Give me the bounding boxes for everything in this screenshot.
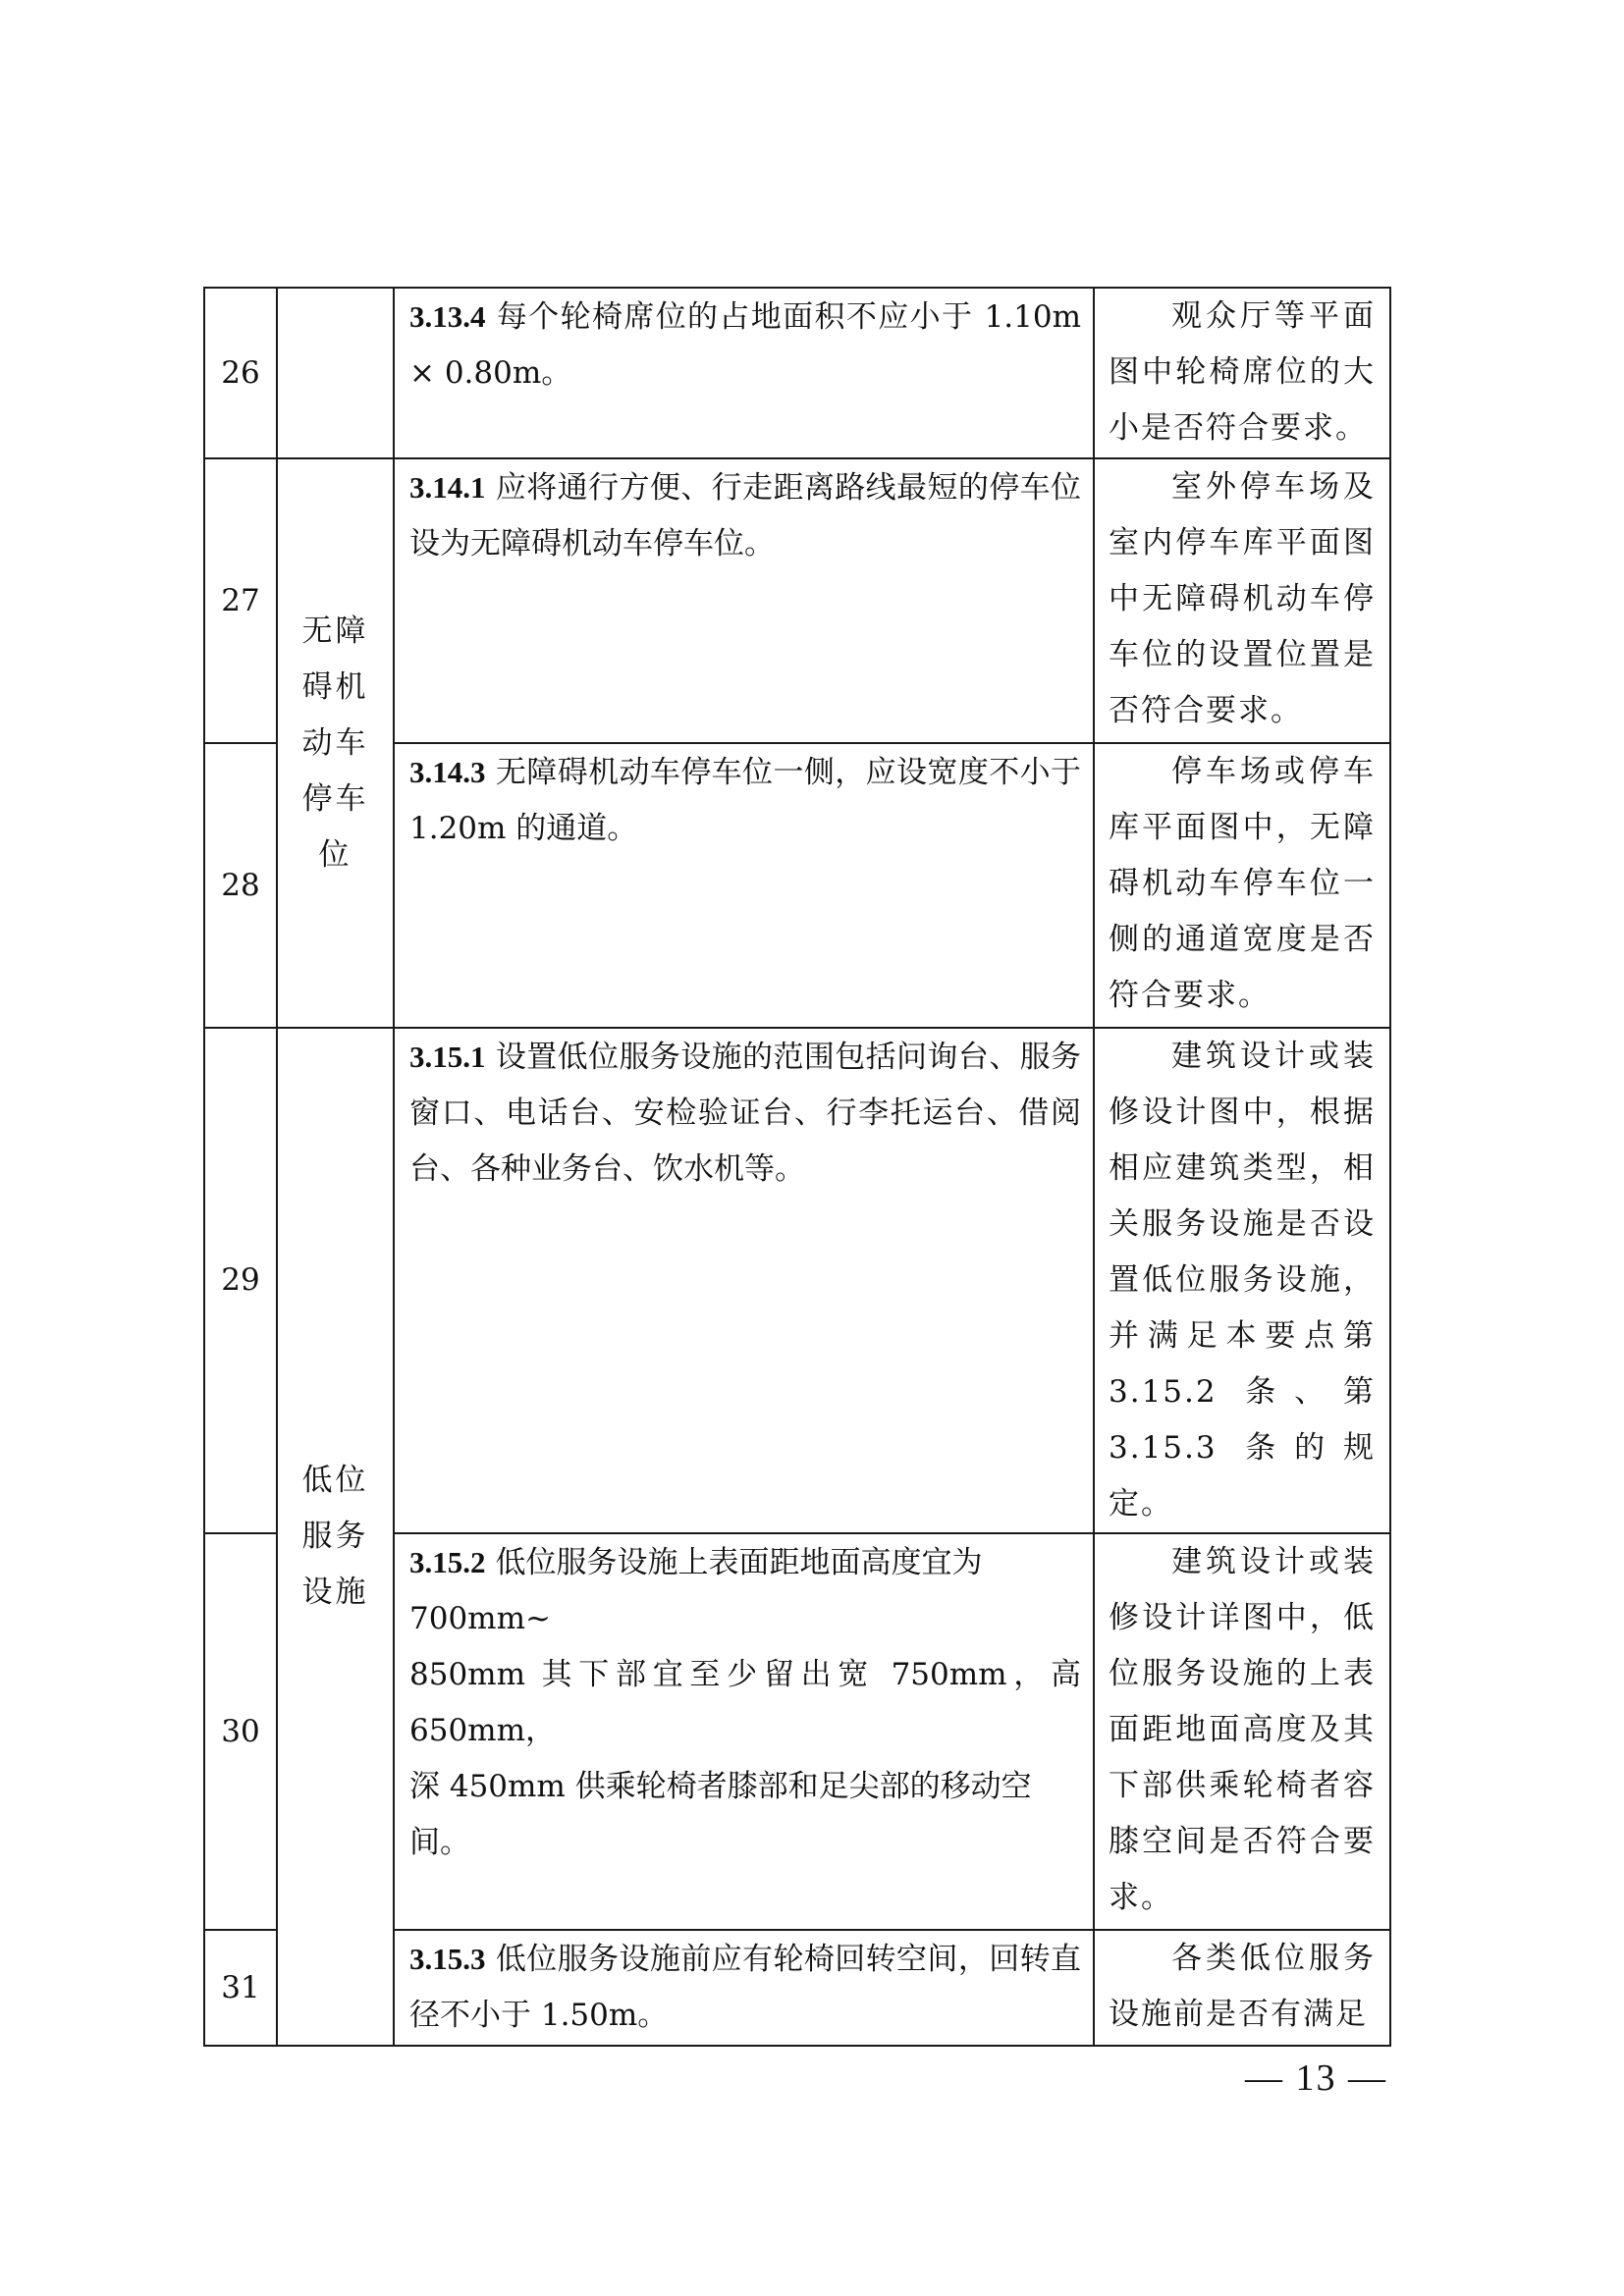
requirement-text: 应将通行方便、行走距离路线最短的停车位设为无障碍机动车停车位。: [409, 470, 1081, 561]
check-text: 建筑设计或装修设计图中，根据相应建筑类型，相关服务设施是否设置低位服务设施，并满足本要点第 3.15.2 条、第 3.15.3 条的规定。: [1109, 1039, 1376, 1522]
check-cell: [1094, 1028, 1390, 1533]
category-label-line: 动车: [301, 724, 369, 761]
requirement-line: 间。: [409, 1825, 470, 1860]
check-cell: [1094, 743, 1390, 1028]
requirement-cell: [394, 1533, 1094, 1930]
requirement-text: 设置低位服务设施的范围包括问询台、服务窗口、电话台、安检验证台、行李托运台、借阅台、各种业务台、饮水机等。: [409, 1040, 1081, 1187]
clause-code: 3.14.1: [409, 470, 486, 505]
row-number: 31: [204, 1930, 277, 2046]
category-label-line: 位: [318, 836, 352, 873]
requirement-text: 无障碍机动车停车位一侧，应设宽度不小于 1.20m 的通道。: [409, 755, 1081, 846]
requirement-line: 850mm 其下部宜至少留出宽 750mm，高 650mm，: [409, 1657, 1081, 1748]
table-row: [204, 458, 1390, 743]
check-cell: [1094, 288, 1390, 458]
category-label-line: 碍机: [301, 668, 369, 705]
check-text: 建筑设计或装修设计详图中，低位服务设施的上表面距地面高度及其下部供乘轮椅者容膝空间是否符合要求。: [1109, 1544, 1376, 1915]
review-table: [203, 287, 1391, 2047]
category-label-line: 低位: [301, 1463, 369, 1498]
check-cell: [1094, 1533, 1390, 1930]
check-text: 室外停车场及室内停车库平面图中无障碍机动车停车位的设置位置是否符合要求。: [1109, 469, 1376, 728]
requirement-text: 低位服务设施前应有轮椅回转空间，回转直径不小于 1.50m。: [409, 1942, 1081, 2033]
row-number: 29: [204, 1028, 277, 1533]
category-cell-service: [277, 1028, 394, 2046]
requirement-cell: [394, 743, 1094, 1028]
requirement-line: 3.15.2 低位服务设施上表面距地面高度宜为: [409, 1545, 983, 1580]
check-text: 各类低位服务设施前是否有满足: [1109, 1941, 1376, 2032]
clause-code: 3.14.3: [409, 755, 486, 789]
requirement-cell: [394, 458, 1094, 743]
clause-code: 3.13.4: [409, 299, 486, 334]
row-number: 28: [204, 743, 277, 1028]
category-label-line: 服务: [301, 1519, 369, 1554]
clause-code: 3.15.2: [409, 1545, 486, 1579]
check-cell: [1094, 1930, 1390, 2046]
category-label-line: 设施: [301, 1575, 369, 1610]
clause-code: 3.15.1: [409, 1040, 486, 1074]
table-row: [204, 1028, 1390, 1533]
requirement-cell: [394, 288, 1094, 458]
check-text: 停车场或停车库平面图中，无障碍机动车停车位一侧的通道宽度是否符合要求。: [1109, 754, 1376, 1013]
requirement-cell: [394, 1930, 1094, 2046]
page-number: — 13 —: [1245, 2057, 1387, 2099]
requirement-cell: [394, 1028, 1094, 1533]
category-label-line: 停车: [301, 780, 369, 817]
category-cell-parking: [277, 458, 394, 1028]
category-cell-empty: [277, 288, 394, 458]
row-number: 26: [204, 288, 277, 458]
check-text: 观众厅等平面图中轮椅席位的大小是否符合要求。: [1109, 298, 1376, 446]
table-row: [204, 288, 1390, 458]
requirement-line: 700mm~: [409, 1601, 551, 1636]
check-cell: [1094, 458, 1390, 743]
row-number: 30: [204, 1533, 277, 1930]
clause-code: 3.15.3: [409, 1942, 486, 1976]
row-number: 27: [204, 458, 277, 743]
requirement-line: 深 450mm 供乘轮椅者膝部和足尖部的移动空: [409, 1769, 1032, 1804]
category-label-line: 无障: [301, 613, 369, 649]
requirement-text: 每个轮椅席位的占地面积不应小于 1.10m × 0.80m。: [409, 299, 1081, 391]
